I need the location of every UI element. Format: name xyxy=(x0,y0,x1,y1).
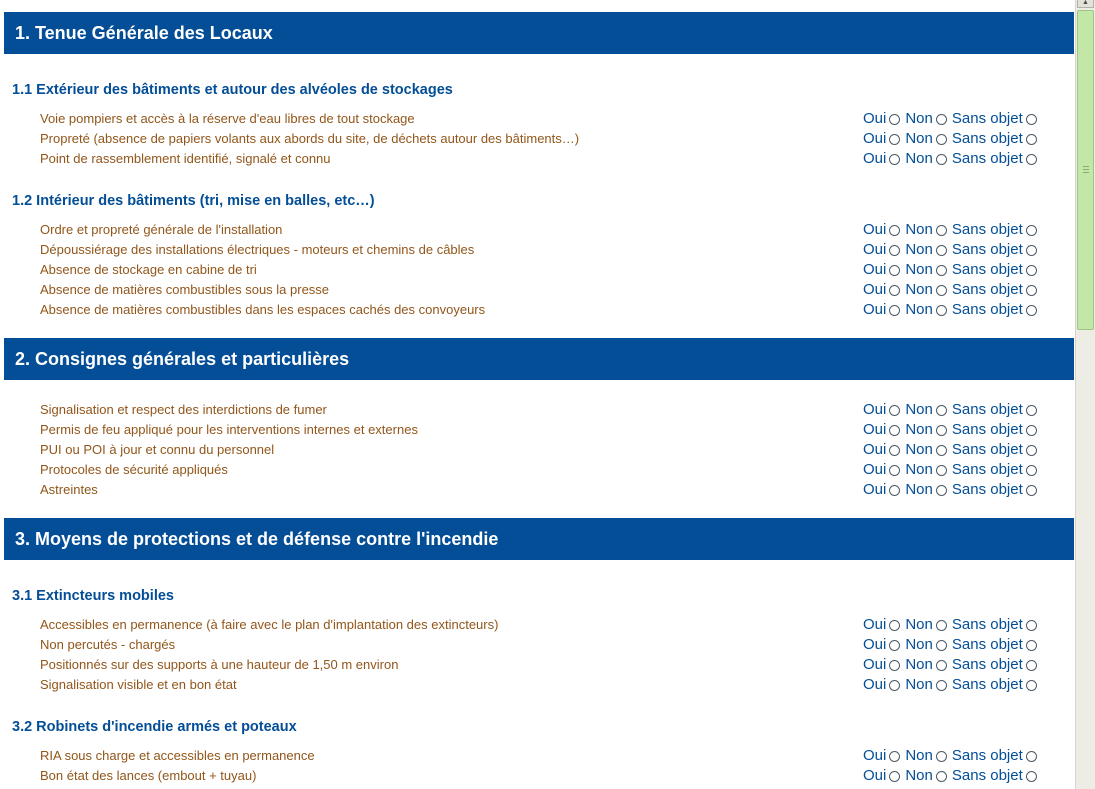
oui-radio-icon[interactable] xyxy=(889,640,900,651)
oui-radio-icon[interactable] xyxy=(889,620,900,631)
subsection-title-1-2: 1.2 Intérieur des bâtiments (tri, mise en balles, etc…) xyxy=(12,193,375,209)
oui-option[interactable] xyxy=(863,220,900,240)
choice-group xyxy=(863,129,1037,149)
checklist-row xyxy=(0,129,1075,149)
item-label: Ordre et propreté générale de l'installation xyxy=(40,222,283,237)
oui-radio-icon[interactable] xyxy=(889,465,900,476)
checklist-row xyxy=(0,675,1075,695)
non-option[interactable] xyxy=(905,149,947,169)
item-label: Astreintes xyxy=(40,482,98,497)
section-header-2: 2. Consignes générales et particulières xyxy=(4,338,1074,380)
checklist-row xyxy=(0,280,1075,300)
oui-label: Oui xyxy=(863,747,887,764)
sans-objet-option[interactable] xyxy=(952,240,1037,260)
non-label: Non xyxy=(905,261,933,278)
non-radio-icon[interactable] xyxy=(936,154,947,165)
oui-radio-icon[interactable] xyxy=(889,425,900,436)
oui-option[interactable] xyxy=(863,300,900,320)
oui-option[interactable] xyxy=(863,149,900,169)
oui-option[interactable] xyxy=(863,480,900,500)
oui-label: Oui xyxy=(863,150,887,167)
oui-radio-icon[interactable] xyxy=(889,445,900,456)
oui-option[interactable] xyxy=(863,746,900,766)
item-label: Accessibles en permanence (à faire avec le plan d'implantation des extincteurs) xyxy=(40,617,499,632)
oui-radio-icon[interactable] xyxy=(889,660,900,671)
sans-objet-option[interactable] xyxy=(952,460,1037,480)
oui-option[interactable] xyxy=(863,129,900,149)
non-label: Non xyxy=(905,656,933,673)
subsection-title-3-1: 3.1 Extincteurs mobiles xyxy=(12,588,174,604)
oui-radio-icon[interactable] xyxy=(889,154,900,165)
non-radio-icon[interactable] xyxy=(936,245,947,256)
oui-radio-icon[interactable] xyxy=(889,680,900,691)
non-radio-icon[interactable] xyxy=(936,465,947,476)
non-radio-icon[interactable] xyxy=(936,640,947,651)
non-radio-icon[interactable] xyxy=(936,425,947,436)
sans-objet-radio-icon[interactable] xyxy=(1026,771,1037,782)
non-option[interactable] xyxy=(905,766,947,786)
oui-label: Oui xyxy=(863,481,887,498)
sans-objet-radio-icon[interactable] xyxy=(1026,620,1037,631)
checklist-row xyxy=(0,149,1075,169)
sans-objet-radio-icon[interactable] xyxy=(1026,445,1037,456)
non-radio-icon[interactable] xyxy=(936,225,947,236)
sans-objet-label: Sans objet xyxy=(951,221,1023,238)
non-option[interactable] xyxy=(905,480,947,500)
oui-option[interactable] xyxy=(863,766,900,786)
choice-group xyxy=(863,109,1037,129)
subsection-title-1-1: 1.1 Extérieur des bâtiments et autour des alvéoles de stockages xyxy=(12,82,453,98)
non-radio-icon[interactable] xyxy=(936,751,947,762)
non-option[interactable] xyxy=(905,260,947,280)
item-label: Absence de stockage en cabine de tri xyxy=(40,262,257,277)
checklist-row xyxy=(0,109,1075,129)
non-radio-icon[interactable] xyxy=(936,660,947,671)
non-radio-icon[interactable] xyxy=(936,405,947,416)
non-radio-icon[interactable] xyxy=(936,134,947,145)
scroll-grip-icon xyxy=(1083,166,1089,173)
sans-objet-option[interactable] xyxy=(952,420,1037,440)
non-label: Non xyxy=(905,441,933,458)
oui-option[interactable] xyxy=(863,635,900,655)
sans-objet-option[interactable] xyxy=(952,109,1037,129)
item-label: Absence de matières combustibles dans les espaces cachés des convoyeurs xyxy=(40,302,486,317)
sans-objet-option[interactable] xyxy=(952,300,1037,320)
oui-radio-icon[interactable] xyxy=(889,305,900,316)
sans-objet-radio-icon[interactable] xyxy=(1026,245,1037,256)
section-header-1: 1. Tenue Générale des Locaux xyxy=(4,12,1074,54)
non-radio-icon[interactable] xyxy=(936,114,947,125)
non-label: Non xyxy=(905,130,933,147)
item-label: Dépoussiérage des installations électriques - moteurs et chemins de câbles xyxy=(40,242,475,257)
sans-objet-label: Sans objet xyxy=(951,656,1023,673)
checklist-row xyxy=(0,400,1075,420)
oui-option[interactable] xyxy=(863,420,900,440)
oui-label: Oui xyxy=(863,441,887,458)
sans-objet-label: Sans objet xyxy=(951,421,1023,438)
sans-objet-option[interactable] xyxy=(952,635,1037,655)
scroll-up-arrow-icon[interactable]: ▲ xyxy=(1077,0,1094,8)
non-label: Non xyxy=(905,676,933,693)
sans-objet-radio-icon[interactable] xyxy=(1026,485,1037,496)
sans-objet-label: Sans objet xyxy=(951,441,1023,458)
non-radio-icon[interactable] xyxy=(936,680,947,691)
sans-objet-label: Sans objet xyxy=(951,461,1023,478)
oui-option[interactable] xyxy=(863,655,900,675)
oui-radio-icon[interactable] xyxy=(889,285,900,296)
oui-option[interactable] xyxy=(863,440,900,460)
choice-group xyxy=(863,615,1037,635)
oui-label: Oui xyxy=(863,767,887,784)
non-label: Non xyxy=(905,221,933,238)
non-option[interactable] xyxy=(905,240,947,260)
sans-objet-option[interactable] xyxy=(952,615,1037,635)
oui-radio-icon[interactable] xyxy=(889,485,900,496)
sans-objet-radio-icon[interactable] xyxy=(1026,660,1037,671)
choice-group xyxy=(863,149,1037,169)
non-label: Non xyxy=(905,616,933,633)
choice-group xyxy=(863,655,1037,675)
non-label: Non xyxy=(905,747,933,764)
choice-group xyxy=(863,440,1037,460)
non-option[interactable] xyxy=(905,300,947,320)
item-label: RIA sous charge et accessibles en permanence xyxy=(40,748,315,763)
oui-label: Oui xyxy=(863,221,887,238)
item-label: Protocoles de sécurité appliqués xyxy=(40,462,228,477)
sans-objet-option[interactable] xyxy=(952,149,1037,169)
non-option[interactable] xyxy=(905,460,947,480)
non-option[interactable] xyxy=(905,420,947,440)
item-label: Bon état des lances (embout + tuyau) xyxy=(40,768,257,783)
non-radio-icon[interactable] xyxy=(936,285,947,296)
non-option[interactable] xyxy=(905,129,947,149)
choice-group xyxy=(863,300,1037,320)
item-label: Non percutés - chargés xyxy=(40,637,176,652)
sans-objet-option[interactable] xyxy=(952,280,1037,300)
non-label: Non xyxy=(905,301,933,318)
checklist-row xyxy=(0,240,1075,260)
oui-radio-icon[interactable] xyxy=(889,771,900,782)
sans-objet-option[interactable] xyxy=(952,766,1037,786)
oui-option[interactable] xyxy=(863,460,900,480)
sans-objet-option[interactable] xyxy=(952,480,1037,500)
non-option[interactable] xyxy=(905,220,947,240)
oui-option[interactable] xyxy=(863,240,900,260)
oui-label: Oui xyxy=(863,261,887,278)
oui-radio-icon[interactable] xyxy=(889,751,900,762)
oui-radio-icon[interactable] xyxy=(889,225,900,236)
choice-group xyxy=(863,675,1037,695)
checklist-row xyxy=(0,420,1075,440)
sans-objet-label: Sans objet xyxy=(951,747,1023,764)
item-label: Positionnés sur des supports à une hauteur de 1,50 m environ xyxy=(40,657,399,672)
choice-group xyxy=(863,420,1037,440)
sans-objet-label: Sans objet xyxy=(951,616,1023,633)
choice-group xyxy=(863,746,1037,766)
sans-objet-radio-icon[interactable] xyxy=(1026,265,1037,276)
checklist-row xyxy=(0,615,1075,635)
sans-objet-option[interactable] xyxy=(952,220,1037,240)
non-option[interactable] xyxy=(905,615,947,635)
sans-objet-label: Sans objet xyxy=(951,401,1023,418)
choice-group xyxy=(863,460,1037,480)
sans-objet-label: Sans objet xyxy=(951,301,1023,318)
choice-group xyxy=(863,480,1037,500)
sans-objet-option[interactable] xyxy=(952,746,1037,766)
sans-objet-option[interactable] xyxy=(952,655,1037,675)
sans-objet-label: Sans objet xyxy=(951,150,1023,167)
oui-radio-icon[interactable] xyxy=(889,114,900,125)
oui-option[interactable] xyxy=(863,280,900,300)
non-label: Non xyxy=(905,421,933,438)
non-radio-icon[interactable] xyxy=(936,305,947,316)
sans-objet-radio-icon[interactable] xyxy=(1026,305,1037,316)
non-option[interactable] xyxy=(905,746,947,766)
oui-label: Oui xyxy=(863,656,887,673)
choice-group xyxy=(863,260,1037,280)
sans-objet-label: Sans objet xyxy=(951,676,1023,693)
oui-label: Oui xyxy=(863,461,887,478)
oui-label: Oui xyxy=(863,676,887,693)
oui-radio-icon[interactable] xyxy=(889,265,900,276)
sans-objet-label: Sans objet xyxy=(951,636,1023,653)
oui-label: Oui xyxy=(863,241,887,258)
checklist-row xyxy=(0,766,1075,786)
sans-objet-radio-icon[interactable] xyxy=(1026,225,1037,236)
checklist-row xyxy=(0,300,1075,320)
sans-objet-label: Sans objet xyxy=(951,767,1023,784)
sans-objet-radio-icon[interactable] xyxy=(1026,405,1037,416)
checklist-row xyxy=(0,440,1075,460)
non-label: Non xyxy=(905,461,933,478)
non-label: Non xyxy=(905,481,933,498)
non-option[interactable] xyxy=(905,655,947,675)
sans-objet-radio-icon[interactable] xyxy=(1026,425,1037,436)
non-radio-icon[interactable] xyxy=(936,485,947,496)
sans-objet-option[interactable] xyxy=(952,260,1037,280)
oui-label: Oui xyxy=(863,636,887,653)
sans-objet-label: Sans objet xyxy=(951,261,1023,278)
sans-objet-radio-icon[interactable] xyxy=(1026,680,1037,691)
sans-objet-label: Sans objet xyxy=(951,241,1023,258)
section-header-3: 3. Moyens de protections et de défense contre l'incendie xyxy=(4,518,1074,560)
oui-label: Oui xyxy=(863,421,887,438)
choice-group xyxy=(863,400,1037,420)
oui-label: Oui xyxy=(863,110,887,127)
item-label: Absence de matières combustibles sous la presse xyxy=(40,282,330,297)
item-label: Propreté (absence de papiers volants aux abords du site, de déchets autour des bâtiments…) xyxy=(40,131,580,146)
non-radio-icon[interactable] xyxy=(936,445,947,456)
sans-objet-radio-icon[interactable] xyxy=(1026,114,1037,125)
sans-objet-radio-icon[interactable] xyxy=(1026,640,1037,651)
sans-objet-radio-icon[interactable] xyxy=(1026,285,1037,296)
sans-objet-radio-icon[interactable] xyxy=(1026,134,1037,145)
checklist-row xyxy=(0,260,1075,280)
item-label: Signalisation et respect des interdictions de fumer xyxy=(40,402,327,417)
oui-label: Oui xyxy=(863,301,887,318)
choice-group xyxy=(863,766,1037,786)
oui-label: Oui xyxy=(863,281,887,298)
sans-objet-radio-icon[interactable] xyxy=(1026,751,1037,762)
oui-radio-icon[interactable] xyxy=(889,134,900,145)
sans-objet-option[interactable] xyxy=(952,440,1037,460)
checklist-row xyxy=(0,635,1075,655)
non-radio-icon[interactable] xyxy=(936,265,947,276)
sans-objet-label: Sans objet xyxy=(951,481,1023,498)
choice-group xyxy=(863,240,1037,260)
checklist-row xyxy=(0,460,1075,480)
non-option[interactable] xyxy=(905,400,947,420)
item-label: Voie pompiers et accès à la réserve d'eau libres de tout stockage xyxy=(40,111,415,126)
non-label: Non xyxy=(905,281,933,298)
item-label: Permis de feu appliqué pour les interventions internes et externes xyxy=(40,422,418,437)
vertical-scrollbar[interactable] xyxy=(1075,0,1095,789)
oui-option[interactable] xyxy=(863,260,900,280)
non-label: Non xyxy=(905,636,933,653)
oui-option[interactable] xyxy=(863,400,900,420)
oui-option[interactable] xyxy=(863,675,900,695)
non-label: Non xyxy=(905,241,933,258)
oui-radio-icon[interactable] xyxy=(889,245,900,256)
checklist-row xyxy=(0,220,1075,240)
sans-objet-radio-icon[interactable] xyxy=(1026,154,1037,165)
choice-group xyxy=(863,635,1037,655)
non-option[interactable] xyxy=(905,109,947,129)
sans-objet-label: Sans objet xyxy=(951,130,1023,147)
non-option[interactable] xyxy=(905,440,947,460)
sans-objet-option[interactable] xyxy=(952,400,1037,420)
non-radio-icon[interactable] xyxy=(936,771,947,782)
sans-objet-label: Sans objet xyxy=(951,110,1023,127)
oui-option[interactable] xyxy=(863,109,900,129)
scroll-thumb[interactable] xyxy=(1077,10,1094,330)
non-option[interactable] xyxy=(905,675,947,695)
non-label: Non xyxy=(905,110,933,127)
item-label: Point de rassemblement identifié, signalé et connu xyxy=(40,151,331,166)
checklist-row xyxy=(0,655,1075,675)
sans-objet-option[interactable] xyxy=(952,129,1037,149)
sans-objet-radio-icon[interactable] xyxy=(1026,465,1037,476)
choice-group xyxy=(863,220,1037,240)
choice-group xyxy=(863,280,1037,300)
non-label: Non xyxy=(905,150,933,167)
non-label: Non xyxy=(905,767,933,784)
item-label: PUI ou POI à jour et connu du personnel xyxy=(40,442,275,457)
oui-radio-icon[interactable] xyxy=(889,405,900,416)
item-label: Signalisation visible et en bon état xyxy=(40,677,237,692)
oui-label: Oui xyxy=(863,130,887,147)
non-option[interactable] xyxy=(905,280,947,300)
non-option[interactable] xyxy=(905,635,947,655)
non-radio-icon[interactable] xyxy=(936,620,947,631)
checklist-row xyxy=(0,746,1075,766)
oui-label: Oui xyxy=(863,616,887,633)
non-label: Non xyxy=(905,401,933,418)
sans-objet-label: Sans objet xyxy=(951,281,1023,298)
oui-label: Oui xyxy=(863,401,887,418)
sans-objet-option[interactable] xyxy=(952,675,1037,695)
subsection-title-3-2: 3.2 Robinets d'incendie armés et poteaux xyxy=(12,719,297,735)
oui-option[interactable] xyxy=(863,615,900,635)
checklist-row xyxy=(0,480,1075,500)
